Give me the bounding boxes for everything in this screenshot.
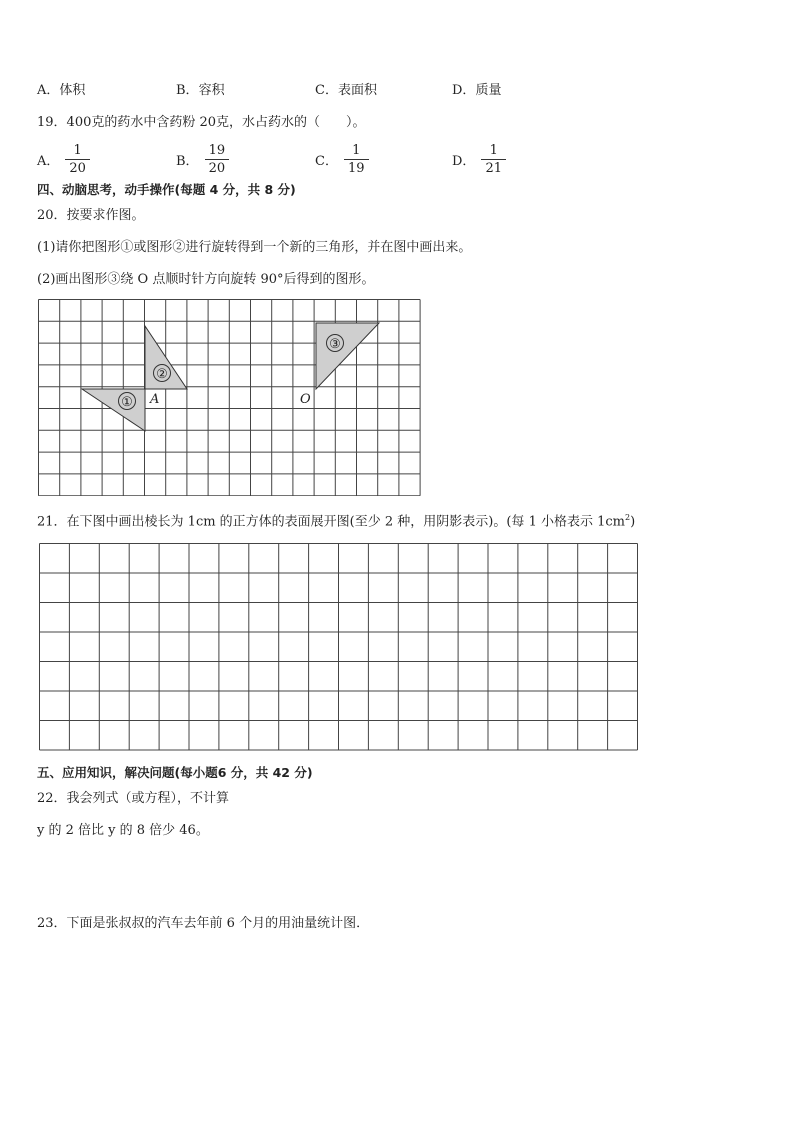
q18-option-a	[37, 82, 85, 100]
point-o-label: O	[300, 392, 311, 407]
numerator: 1	[65, 142, 90, 160]
option-text: 容积	[198, 83, 225, 98]
q19-option-c	[315, 138, 369, 180]
q20-part1: (1)请你把图形①或图形②进行旋转得到一个新的三角形，并在图中画出来。	[37, 240, 472, 255]
q22-text: y 的 2 倍比 y 的 8 倍少 46。	[37, 823, 209, 838]
numerator: 19	[205, 142, 230, 160]
q21-close: )	[630, 514, 636, 530]
q21-stem	[37, 509, 635, 531]
rotation-grid[interactable]	[38, 299, 424, 496]
point-a-label: A	[150, 392, 160, 407]
q19-option-b	[176, 138, 229, 180]
option-text: 体积	[59, 83, 86, 98]
shape-3	[316, 323, 379, 389]
numerator: 1	[481, 142, 506, 160]
section-heading: 四、动脑思考，动手操作(每题 4 分，共 8 分)	[37, 182, 296, 197]
q19-options	[37, 138, 757, 180]
option-letter: B．	[176, 153, 199, 169]
q22-stem: 22．我会列式（或方程），不计算	[37, 791, 230, 806]
option-letter: D．	[452, 83, 476, 98]
q19-stem: 19．400克的药水中含药粉 20克，水占药水的（ ）。	[37, 115, 366, 130]
shape-1-label: ①	[121, 395, 133, 410]
shape-3-label: ③	[329, 337, 341, 352]
option-text: 表面积	[337, 83, 377, 98]
option-letter: B．	[176, 83, 199, 98]
q18-option-c	[315, 82, 377, 100]
q23-stem: 23．下面是张叔叔的汽车去年前 6 个月的用油量统计图．	[37, 916, 370, 931]
fraction	[481, 142, 506, 177]
fraction	[65, 142, 90, 177]
denominator: 19	[347, 160, 365, 176]
fraction	[344, 142, 369, 177]
numerator: 1	[344, 142, 369, 160]
q18-option-b	[176, 82, 225, 100]
shape-2-label: ②	[156, 367, 168, 382]
denominator: 21	[485, 160, 502, 176]
q18-option-d	[452, 82, 501, 100]
option-letter: D．	[452, 153, 476, 169]
section-heading: 五、应用知识，解决问题(每小题6 分，共 42 分)	[37, 765, 313, 780]
superscript: 2	[624, 513, 631, 522]
option-text: 质量	[475, 83, 502, 98]
fraction	[205, 142, 230, 177]
option-letter: A．	[37, 83, 60, 98]
q19-option-d	[452, 138, 506, 180]
denominator: 20	[208, 160, 226, 176]
q20-stem: 20．按要求作图。	[37, 208, 145, 223]
shape-1	[82, 389, 145, 431]
grid-lines	[40, 544, 638, 751]
q21-text: 21．在下图中画出棱长为 1cm 的正方体的表面展开图(至少 2 种，用阴影表示)。(每 1 小格表示 1cm	[37, 514, 625, 530]
net-drawing-grid[interactable]	[39, 543, 639, 751]
q20-part2: (2)画出图形③绕 O 点顺时针方向旋转 90°后得到的图形。	[37, 272, 375, 287]
option-letter: A．	[37, 153, 60, 169]
option-letter: C．	[315, 83, 338, 98]
option-letter: C．	[315, 153, 338, 169]
denominator: 20	[69, 160, 86, 176]
q19-option-a	[37, 138, 90, 180]
